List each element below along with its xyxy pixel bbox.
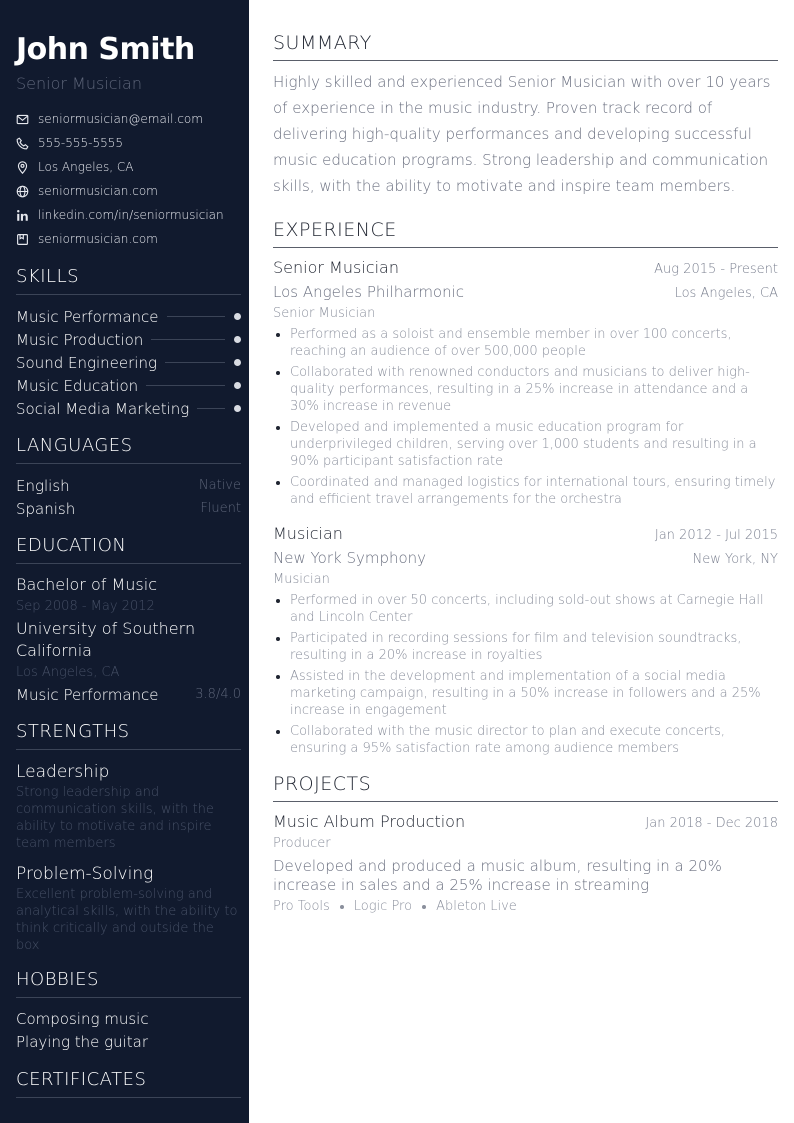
languages-heading: LANGUAGES — [16, 434, 241, 464]
sidebar — [0, 0, 249, 1123]
experience-role: Musician — [273, 572, 330, 587]
phone-icon — [16, 137, 29, 150]
projects-heading: PROJECTS — [273, 771, 778, 802]
skill-label: Sound Engineering — [16, 353, 157, 372]
tool-item: Ableton Live — [436, 899, 517, 914]
skill-dot — [234, 336, 241, 343]
bullet-item: Performed as a soloist and ensemble member in over 100 concerts, reaching an audience of over 500,000 people — [273, 326, 778, 360]
experience-title: Senior Musician — [273, 258, 399, 277]
experience-heading: EXPERIENCE — [273, 217, 778, 248]
experience-bullets — [273, 592, 778, 757]
contact-phone[interactable] — [16, 131, 241, 155]
strength-desc: Excellent problem-solving and analytical skills, with the ability to think critically and outside the box — [16, 887, 238, 953]
skill-label: Music Education — [16, 376, 139, 395]
skill-dot — [234, 405, 241, 412]
strength-title: Problem-Solving — [16, 864, 154, 884]
language-level: Native — [198, 478, 241, 493]
language-name: English — [16, 476, 70, 495]
hobby-item: Playing the guitar — [16, 1033, 149, 1051]
tool-separator — [422, 905, 426, 909]
contact-list — [16, 107, 241, 251]
skill-line — [167, 316, 226, 317]
contact-website-text: seniormusician.com — [38, 184, 158, 198]
skill-line — [165, 362, 225, 363]
linkedin-icon — [16, 209, 29, 222]
bullet-item: Developed and implemented a music education program for underprivileged children, serving over 1,000 students and resulting in a 90% participant satisfaction rate — [273, 419, 778, 470]
strength-desc: Strong leadership and communication skills, with the ability to motivate and inspire team members — [16, 785, 214, 851]
experience-bullets — [273, 326, 778, 508]
language-item — [16, 474, 241, 497]
experience-header — [273, 256, 778, 280]
skills-list — [16, 305, 241, 420]
experience-title: Musician — [273, 524, 343, 543]
tool-item: Pro Tools — [273, 899, 330, 914]
experience-entry — [273, 522, 778, 757]
bullet-item: Coordinated and managed logistics for international tours, ensuring timely and efficient travel arrangements for the orchestra — [273, 474, 778, 508]
education-block — [16, 574, 241, 706]
education-field-row — [16, 684, 241, 706]
education-gpa: 3.8/4.0 — [195, 687, 241, 702]
education-degree: Bachelor of Music — [16, 575, 157, 594]
location-icon — [16, 161, 29, 174]
skill-dot — [234, 313, 241, 320]
experience-role: Senior Musician — [273, 306, 376, 321]
contact-location-text: Los Angeles, CA — [38, 160, 134, 174]
hobbies-heading: HOBBIES — [16, 968, 241, 998]
contact-linkedin[interactable] — [16, 203, 241, 227]
contact-portfolio-text: seniormusician.com — [38, 232, 158, 246]
project-tools — [273, 899, 778, 914]
languages-list — [16, 474, 241, 520]
tool-separator — [340, 905, 344, 909]
education-school: University of Southern California — [16, 619, 196, 660]
skill-line — [197, 408, 225, 409]
skill-dot — [234, 359, 241, 366]
skill-dot — [234, 382, 241, 389]
education-heading: EDUCATION — [16, 534, 241, 564]
project-desc: Developed and produced a music album, resulting in a 20% increase in sales and a 25% increase in streaming — [273, 857, 722, 894]
language-name: Spanish — [16, 499, 76, 518]
contact-location — [16, 155, 241, 179]
experience-entry — [273, 256, 778, 508]
experience-dates: Aug 2015 - Present — [654, 262, 778, 277]
experience-header — [273, 522, 778, 546]
project-header — [273, 810, 778, 834]
candidate-title: Senior Musician — [16, 74, 142, 93]
bullet-item: Assisted in the development and implementation of a social media marketing campaign, resulting in a 50% increase in followers and a 25% increase in engagement — [273, 668, 778, 719]
experience-company-row — [273, 280, 778, 304]
skill-line — [151, 339, 225, 340]
experience-company: Los Angeles Philharmonic — [273, 283, 465, 301]
language-item — [16, 497, 241, 520]
bullet-item: Performed in over 50 concerts, including sold-out shows at Carnegie Hall and Lincoln Center — [273, 592, 778, 626]
summary-text: Highly skilled and experienced Senior Musician with over 10 years of experience in the music industry. Proven track record of delivering high-quality performances and developing successful music education programs. Strong leadership and communication skills, with the ability to motivate and inspire team members. — [273, 73, 771, 195]
tool-item: Logic Pro — [353, 899, 413, 914]
skill-item — [16, 305, 241, 328]
education-location: Los Angeles, CA — [16, 665, 120, 680]
project-entry — [273, 810, 778, 914]
experience-dates: Jan 2012 - Jul 2015 — [654, 528, 778, 543]
strengths-heading: STRENGTHS — [16, 720, 241, 750]
hobbies-list — [16, 1008, 241, 1054]
portfolio-icon — [16, 233, 29, 246]
contact-email-text: seniormusician@email.com — [38, 112, 203, 126]
strength-title: Leadership — [16, 762, 110, 782]
certificates-heading: CERTIFICATES — [16, 1068, 241, 1098]
skill-label: Music Performance — [16, 307, 159, 326]
skill-item — [16, 397, 241, 420]
candidate-name: John Smith — [16, 32, 195, 67]
skill-item — [16, 374, 241, 397]
skills-heading: SKILLS — [16, 265, 241, 295]
experience-location: New York, NY — [692, 552, 778, 567]
bullet-item: Collaborated with the music director to plan and execute concerts, ensuring a 95% satisfaction rate among audience members — [273, 723, 778, 757]
contact-website[interactable] — [16, 179, 241, 203]
hobby-item: Composing music — [16, 1010, 149, 1028]
experience-company: New York Symphony — [273, 549, 427, 567]
skill-label: Social Media Marketing — [16, 399, 190, 418]
contact-portfolio[interactable] — [16, 227, 241, 251]
experience-company-row — [273, 546, 778, 570]
contact-phone-text: 555-555-5555 — [38, 136, 124, 150]
globe-icon — [16, 185, 29, 198]
project-dates: Jan 2018 - Dec 2018 — [645, 816, 778, 831]
bullet-item: Participated in recording sessions for film and television soundtracks, resulting in a 20% increase in royalties — [273, 630, 778, 664]
experience-location: Los Angeles, CA — [674, 286, 778, 301]
skill-label: Music Production — [16, 330, 144, 349]
project-role: Producer — [273, 836, 331, 851]
bullet-item: Collaborated with renowned conductors and musicians to deliver high-quality performances, resulting in a 25% increase in attendance and a 30% increase in revenue — [273, 364, 778, 415]
skill-item — [16, 351, 241, 374]
education-field: Music Performance — [16, 686, 159, 704]
strengths-list — [16, 760, 241, 954]
contact-email[interactable] — [16, 107, 241, 131]
skill-line — [146, 385, 225, 386]
summary-heading: SUMMARY — [273, 30, 778, 61]
language-level: Fluent — [200, 501, 241, 516]
education-dates: Sep 2008 - May 2012 — [16, 599, 155, 614]
email-icon — [16, 113, 29, 126]
project-title: Music Album Production — [273, 812, 466, 831]
main-content — [273, 30, 778, 914]
skill-item — [16, 328, 241, 351]
contact-linkedin-text: linkedin.com/in/seniormusician — [38, 208, 224, 222]
